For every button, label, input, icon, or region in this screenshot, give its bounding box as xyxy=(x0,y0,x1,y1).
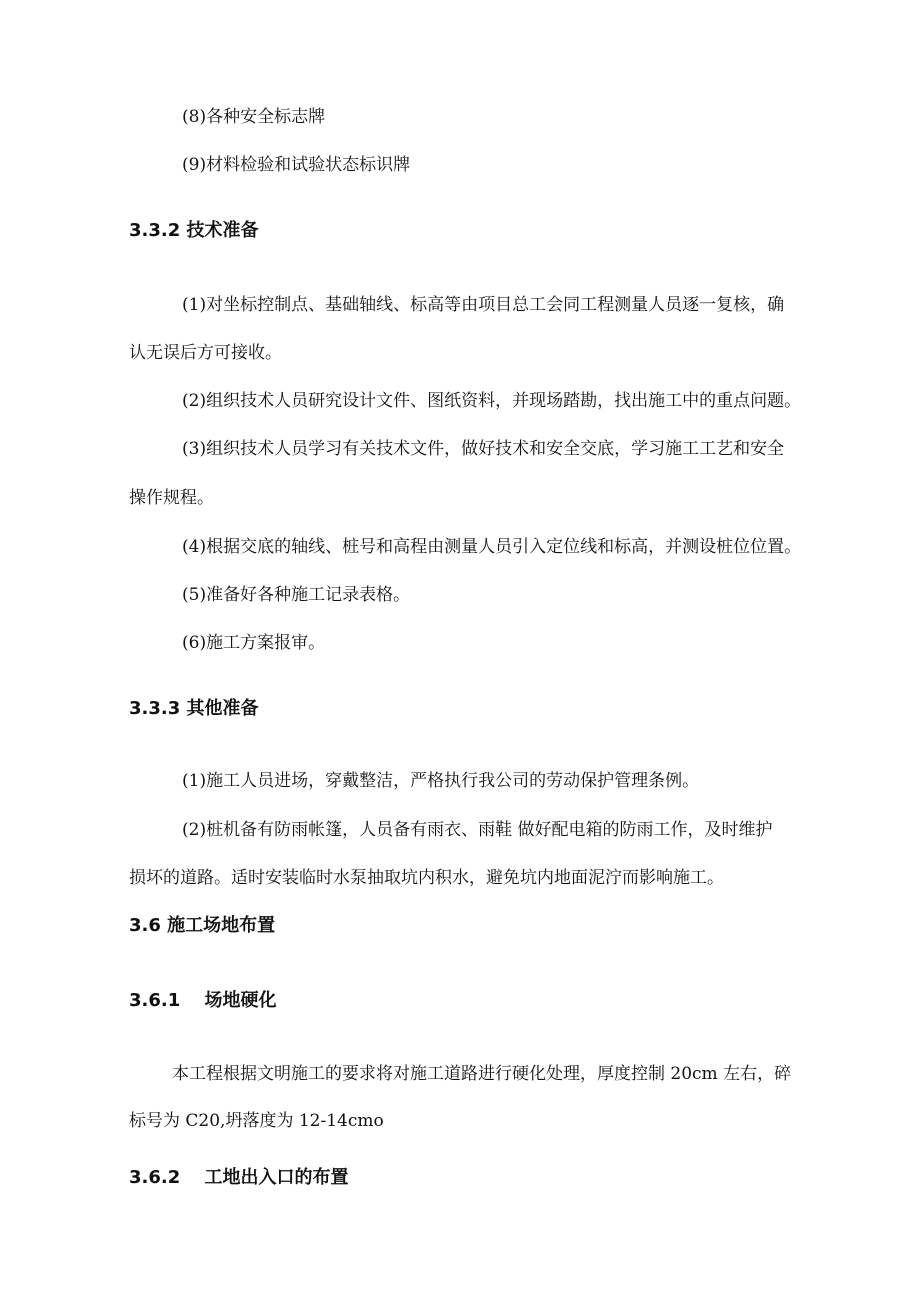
paragraph-3-line-1: (3)组织技术人员学习有关技术文件，做好技术和安全交底，学习施工工艺和安全 xyxy=(182,439,785,459)
list-item-8: (8)各种安全标志牌 xyxy=(182,107,326,127)
heading-3-3-2: 3.3.2 技术准备 xyxy=(129,220,259,241)
heading-3-6-2: 3.6.2 工地出入口的布置 xyxy=(129,1167,349,1188)
paragraph-1-line-2: 认无误后方可接收。 xyxy=(129,343,282,363)
paragraph-9-line-1: 本工程根据文明施工的要求将对施工道路进行硬化处理，厚度控制 20cm 左右，碎 xyxy=(172,1064,792,1084)
paragraph-1-line-1: (1)对坐标控制点、基础轴线、标高等由项目总工会同工程测量人员逐一复核，确 xyxy=(182,295,785,315)
paragraph-8-line-1: (2)桩机备有防雨帐篷，人员备有雨衣、雨鞋 做好配电箱的防雨工作，及时维护 xyxy=(182,820,773,840)
list-item-9: (9)材料检验和试验状态标识牌 xyxy=(182,155,411,175)
paragraph-2: (2)组织技术人员研究设计文件、图纸资料，并现场踏勘，找出施工中的重点问题。 xyxy=(182,391,802,411)
paragraph-7: (1)施工人员进场，穿戴整洁，严格执行我公司的劳动保护管理条例。 xyxy=(182,771,700,791)
paragraph-8-line-2: 损坏的道路。适时安装临时水泵抽取坑内积水，避免坑内地面泥泞而影响施工。 xyxy=(129,868,724,888)
paragraph-5: (5)准备好各种施工记录表格。 xyxy=(182,585,411,605)
heading-3-6-1: 3.6.1 场地硬化 xyxy=(129,990,277,1011)
paragraph-4: (4)根据交底的轴线、桩号和高程由测量人员引入定位线和标高，并测设桩位位置。 xyxy=(182,537,802,557)
paragraph-6: (6)施工方案报审。 xyxy=(182,633,326,653)
paragraph-9-line-2: 标号为 C20,坍落度为 12-14cmo xyxy=(129,1111,384,1131)
heading-3-6: 3.6 施工场地布置 xyxy=(129,915,276,936)
paragraph-3-line-2: 操作规程。 xyxy=(129,488,214,508)
heading-3-3-3: 3.3.3 其他准备 xyxy=(129,698,259,719)
